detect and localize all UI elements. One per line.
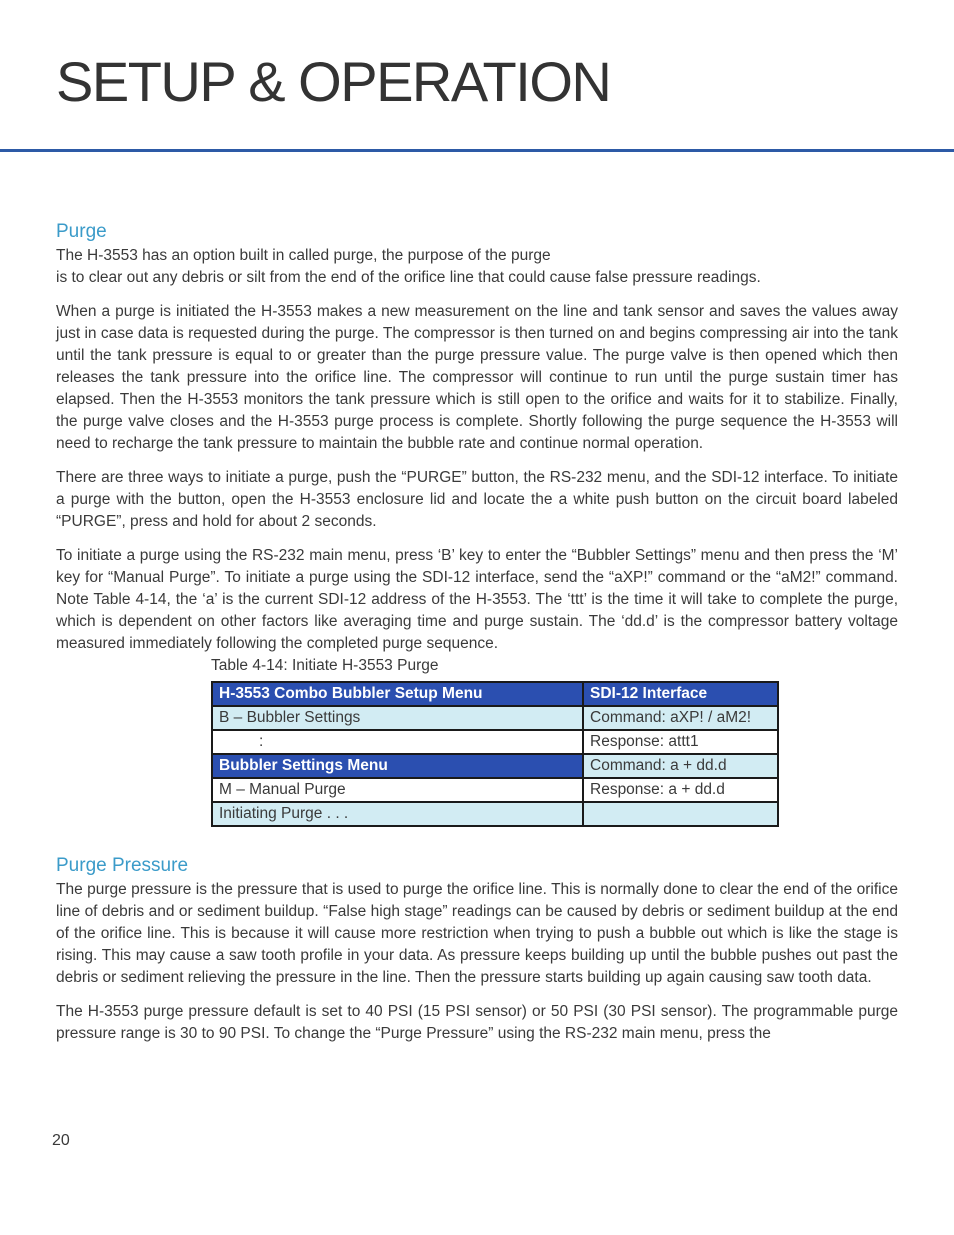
table-cell: Command: aXP! / aM2! [583, 706, 778, 730]
table-cell: Response: attt1 [583, 730, 778, 754]
table-subheader-cell: Bubbler Settings Menu [212, 754, 583, 778]
table-row [212, 706, 778, 730]
page-number: 20 [52, 1132, 70, 1149]
purge-process-paragraph: When a purge is initiated the H-3553 makes a new measurement on the line and tank sensor and saves the values away just in case data is requested during the purge. The compressor is then turned on and begins compressing air into the tank until the tank pressure is equal to or greater than the purge pressure value. The purge valve is then opened which then releases the tank pressure into the orifice line. The compressor will continue to run until the purge sustain timer has elapsed. Then the H-3553 monitors the tank pressure which is still open to the orifice and waits for it to stabilize. Finally, the purge valve closes and the H-3553 purge process is complete. Shortly following the purge sequence the H-3553 will need to recharge the tank pressure to maintain the bubble rate and continue normal operation. [56, 303, 898, 452]
table-header-cell: SDI-12 Interface [583, 682, 778, 706]
table-row [212, 730, 778, 754]
table-row [212, 682, 778, 706]
page-content [56, 219, 898, 1057]
table-cell: Response: a + dd.d [583, 778, 778, 802]
initiate-purge-table [211, 681, 779, 827]
purge-pressure-paragraph-2: The H-3553 purge pressure default is set to 40 PSI (15 PSI sensor) or 50 PSI (30 PSI sensor). The programmable purge pressure range is 30 to 90 PSI. To change the “Purge Pressure” using the RS-232 main menu, press the [56, 1003, 898, 1042]
purge-intro-line-2: is to clear out any debris or silt from the end of the orifice line that could cause false pressure readings. [56, 269, 761, 286]
table-row [212, 778, 778, 802]
table-cell: M – Manual Purge [212, 778, 583, 802]
table-cell: Command: a + dd.d [583, 754, 778, 778]
purge-pressure-paragraph-1: The purge pressure is the pressure that is used to purge the orifice line. This is normally done to clear the end of the orifice line of debris and or sediment buildup. “False high stage” readings can be caused by debris or sediment buildup at the end of the orifice line. This is because it will cause more restriction when trying to push a bubble out which is like the stage is rising. This may cause a saw tooth profile in your data. As pressure keeps building up until the bubble pushes out past the debris or sediment relieving the pressure in the line. Then the pressure starts building up again causing saw tooth data. [56, 881, 898, 986]
purge-heading: Purge [56, 221, 107, 242]
purge-intro-paragraph [56, 245, 898, 289]
purge-methods-paragraph: There are three ways to initiate a purge, push the “PURGE” button, the RS-232 menu, and the SDI-12 interface. To initiate a purge with the button, open the H-3553 enclosure lid and locate the a white push button on the circuit board labeled “PURGE”, press and hold for about 2 seconds. [56, 469, 898, 530]
table-cell: : [212, 730, 583, 754]
purge-commands-paragraph: To initiate a purge using the RS-232 main menu, press ‘B’ key to enter the “Bubbler Settings” menu and then press the ‘M’ key for “Manual Purge”. To initiate a purge using the SDI-12 interface, send the “aXP!” command or the “aM2!” command. Note Table 4-14, the ‘a’ is the current SDI-12 address of the H-3553. The ‘ttt’ is the time it will take to complete the purge, which is dependent on other factors like averaging time and purge sustain. The ‘dd.d’ is the compressor battery voltage measured immediately following the completed purge sequence. [56, 547, 898, 652]
table-cell: Initiating Purge . . . [212, 802, 583, 826]
table-caption: Table 4-14: Initiate H-3553 Purge [211, 657, 439, 674]
table-row [212, 802, 778, 826]
page-title: SETUP & OPERATION [56, 50, 611, 113]
purge-pressure-heading: Purge Pressure [56, 855, 189, 876]
table-cell: B – Bubbler Settings [212, 706, 583, 730]
title-divider [0, 149, 954, 152]
purge-intro-line-1: The H-3553 has an option built in called purge, the purpose of the purge [56, 247, 551, 264]
table-row [212, 754, 778, 778]
table-cell [583, 802, 778, 826]
table-header-cell: H-3553 Combo Bubbler Setup Menu [212, 682, 583, 706]
